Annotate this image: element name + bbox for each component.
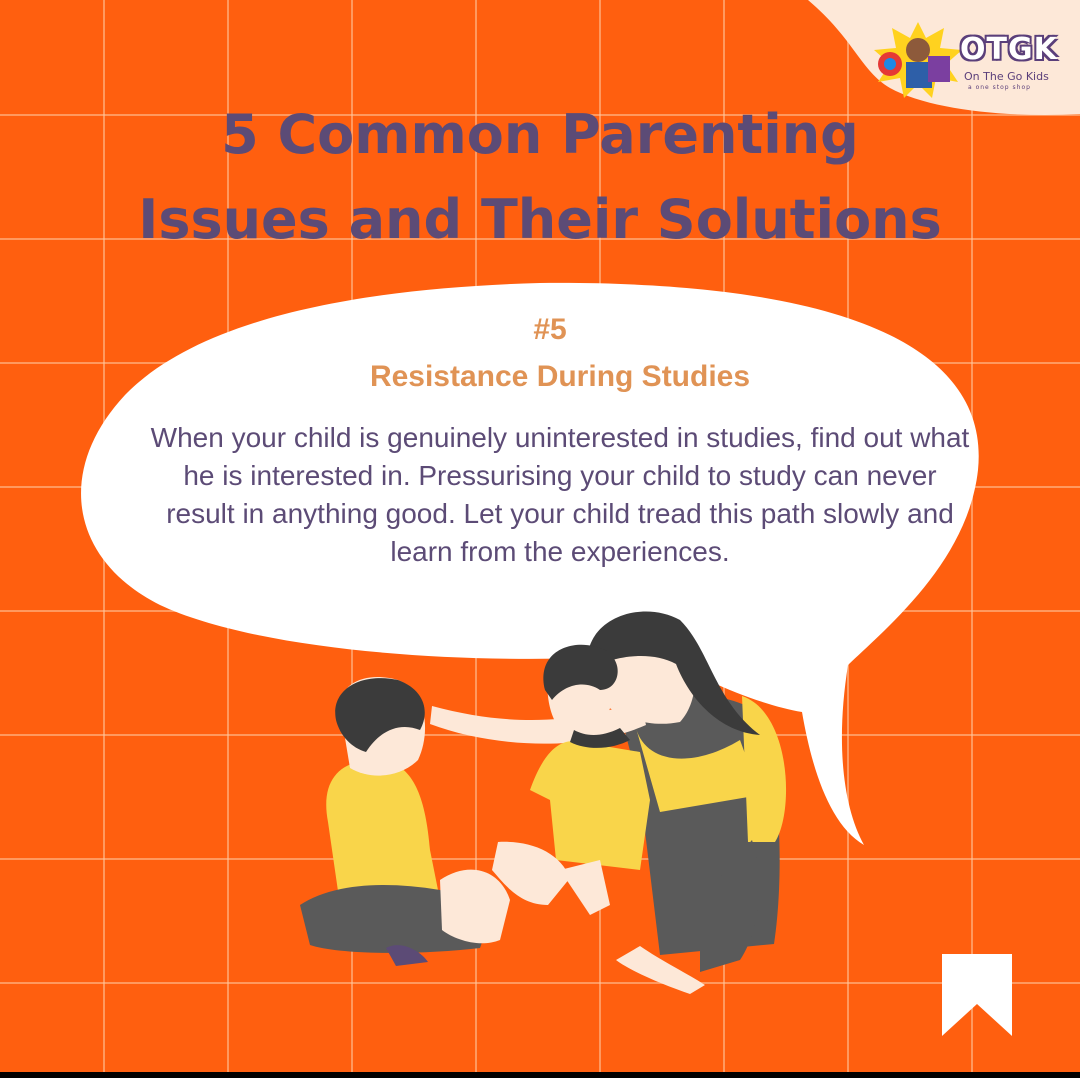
tip-body: When your child is genuinely uninterested in studies, find out what he is interested in. Pressurising your child to study can never result in anything good. Let your child tread this path slowly and learn from the experiences.	[150, 422, 970, 567]
bookmark-icon[interactable]	[938, 950, 1016, 1040]
logo-tagline: a one stop shop	[968, 84, 1031, 91]
tip-heading: Resistance During Studies	[369, 360, 751, 393]
tip-number: #5	[533, 313, 567, 346]
logo-name: On The Go Kids	[964, 70, 1049, 83]
title-line-2: Issues and Their Solutions	[138, 188, 942, 251]
title-line-1: 5 Common Parenting	[221, 103, 859, 166]
logo-wordmark: OTGK	[960, 32, 1058, 67]
